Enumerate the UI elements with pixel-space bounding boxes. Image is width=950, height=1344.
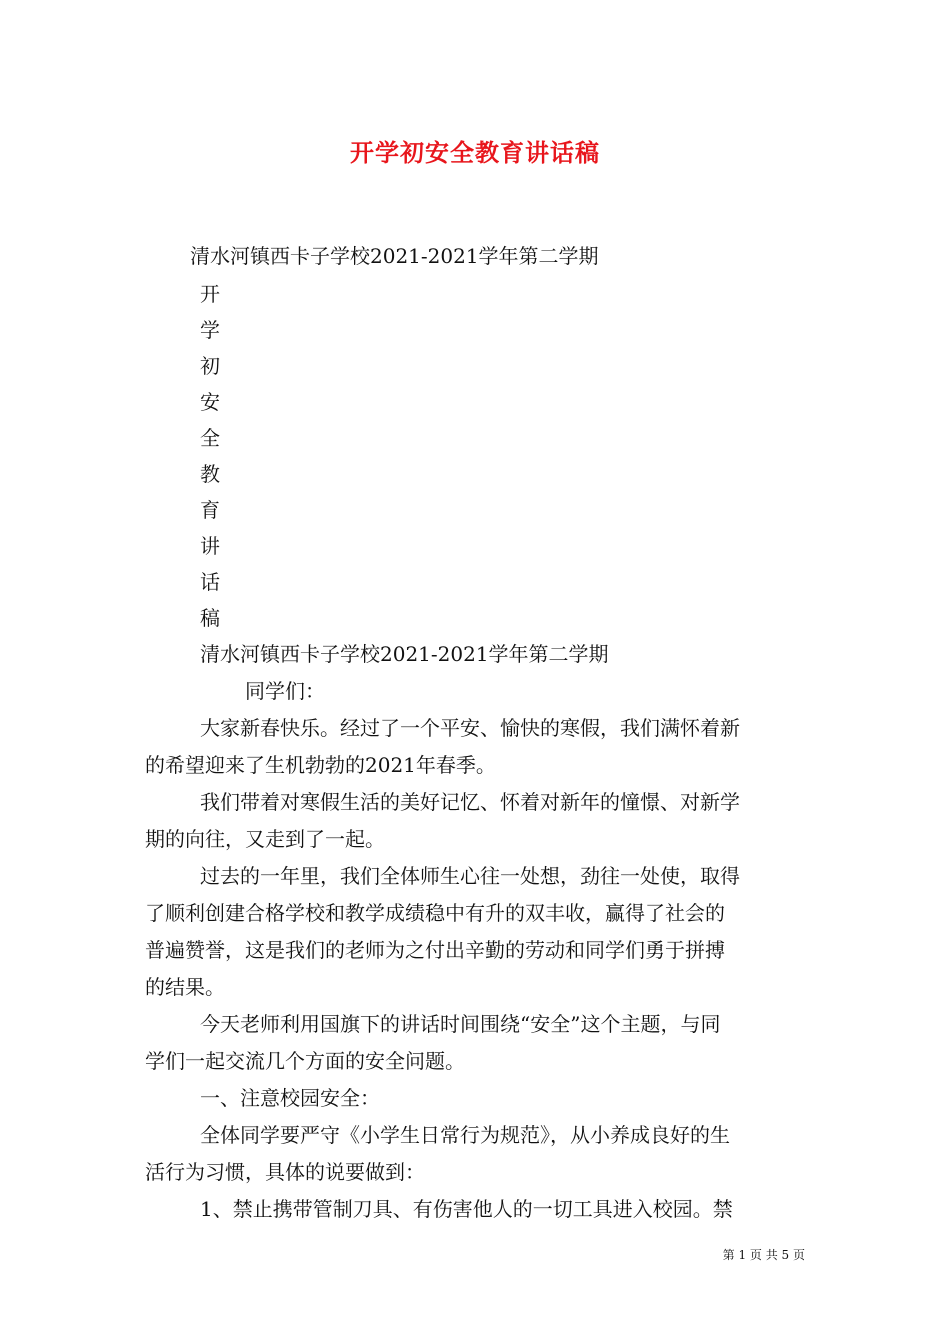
vertical-title-char: 初: [200, 354, 220, 378]
body-line: 全体同学要严守《小学生日常行为规范》，从小养成良好的生: [200, 1123, 730, 1147]
section-heading: 一、注意校园安全：: [200, 1086, 380, 1110]
vertical-title-char: 安: [200, 390, 220, 414]
vertical-title-char: 学: [200, 318, 220, 342]
vertical-title-char: 开: [200, 282, 220, 306]
body-line: 期的向往，又走到了一起。: [145, 827, 385, 851]
body-line: 学们一起交流几个方面的安全问题。: [145, 1049, 465, 1073]
salutation: 同学们：: [245, 679, 325, 703]
body-line: 的结果。: [145, 975, 225, 999]
body-line: 大家新春快乐。经过了一个平安、愉快的寒假，我们满怀着新: [200, 716, 740, 740]
school-term-line-repeat: 清水河镇西卡子学校2021-2021学年第二学期: [200, 642, 609, 666]
vertical-title-char: 稿: [200, 606, 220, 630]
body-line: 了顺利创建合格学校和教学成绩稳中有升的双丰收，赢得了社会的: [145, 901, 725, 925]
body-line: 今天老师利用国旗下的讲话时间围绕“安全”这个主题，与同: [200, 1012, 721, 1036]
school-term-line: 清水河镇西卡子学校2021-2021学年第二学期: [190, 244, 599, 268]
vertical-title-char: 育: [200, 498, 220, 522]
page-number-footer: 第 1 页 共 5 页: [722, 1248, 805, 1262]
vertical-title-char: 全: [200, 426, 220, 450]
body-line: 我们带着对寒假生活的美好记忆、怀着对新年的憧憬、对新学: [200, 790, 740, 814]
document-title: 开学初安全教育讲话稿: [350, 139, 600, 167]
body-line: 普遍赞誉，这是我们的老师为之付出辛勤的劳动和同学们勇于拼搏: [145, 938, 725, 962]
vertical-title-char: 教: [200, 462, 220, 486]
body-line: 过去的一年里，我们全体师生心往一处想，劲往一处使，取得: [200, 864, 740, 888]
vertical-title-char: 讲: [200, 534, 220, 558]
body-line: 1、禁止携带管制刀具、有伤害他人的一切工具进入校园。禁: [200, 1197, 733, 1221]
body-line: 的希望迎来了生机勃勃的2021年春季。: [145, 753, 496, 777]
vertical-title-char: 话: [200, 570, 220, 594]
body-line: 活行为习惯，具体的说要做到：: [145, 1160, 425, 1184]
